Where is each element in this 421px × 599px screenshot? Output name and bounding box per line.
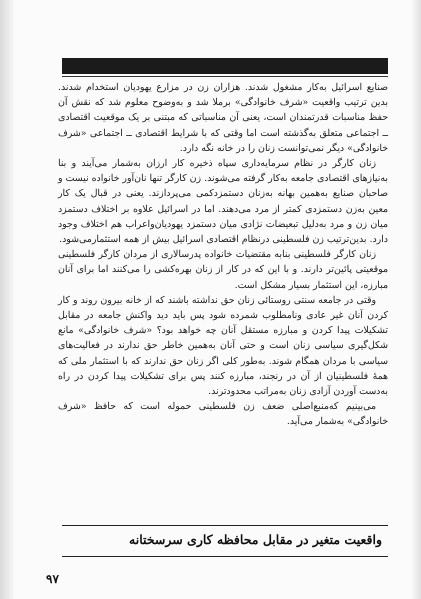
header-rule [62, 76, 388, 77]
section-rule-bottom [62, 556, 388, 557]
page-edge-shadow-left [0, 0, 14, 599]
paragraph: می‌بینیم که‌منبع‌اصلی ضعف زن فلسطینی حموله است که حافظ «شرف خانوادگی» به‌شمار می‌آید. [58, 401, 388, 428]
section-title: واقعیت متغیر در مقابل محافظه کاری سرسختانه [129, 532, 382, 547]
header-bar [62, 58, 388, 74]
section-rule-top [62, 525, 388, 526]
paragraph: زنان کارگر در نظام سرمایه‌داری سپاه ذخیره کار ارزان به‌شمار می‌آیند و بنا به‌نیازهای اقتصادی جامعه به‌کار گرفته می‌شوند. زن کارگر تنها نان‌آور خانواده نیست و صاحبان صنایع به‌همین بهانه به‌زنان دستمزدکمی می‌پردازند. یعنی در قبال یک کار معین به‌زن دستمزدی کمتر از مرد می‌دهند. اما در اسرائیل علاوه بر اختلاف دستمزد میان زن و مرد به‌دلیل تبعیضات نژادی میان دستمزد یهودیان‌واعراب هم اختلاف وجود دارد. بدین‌ترتیب زن فلسطینی درنظام اقتصادی اسرائیل بیش از همه استثمارمی‌شود. [58, 158, 388, 246]
body-text [58, 80, 388, 430]
paragraph: زنان کارگر فلسطینی بنابه مقتضیات خانواده پدرسالاری از مردان کارگر فلسطینی موقعیتی پائین‌تر دارند. و با این که در کار از زنان بهره‌کشی را می‌کنند اما برای آنان مبارزه، این استثمار بسیار مشکل است. [58, 249, 388, 291]
page-edge-shadow-right [411, 0, 421, 599]
paragraph: وقتی در جامعه سنتی روستائی زنان حق نداشته باشند که از خانه بیرون روند و کار کردن آنان غیر عادی ونامطلوب شمرده شود پس باید دید واکنش جامعه در مقابل تشکیلات پیدا کردن و مبارزه مستقل آنان چه خواهد بود؟ «شرف خانوادگی» مانع شکل‌گیری سیاسی زنان است و حتی آنان به‌همین خاطر حق ندارند در فعالیت‌های سیاسی با مردان همگام شوند. به‌طور کلی اگر زنان حق ندارند که با استثمار ملی که همهٔ فلسطینیان از آن در رنجند، مبارزه کنند پس برای تشکیلات پیدا کردن در راه به‌دست آوردن آزادی زنان به‌مراتب محدودترند. [58, 294, 388, 398]
paragraph: صنایع اسرائیل به‌کار مشغول شدند. هزاران زن در مزارع یهودیان استخدام شدند. بدین ترتیب واقعیت «شرف خانوادگی» برملا شد و به‌وضوح معلوم شد که نقش آن حفظ مناسبات قدرتمندان است، یعنی آن مناسباتی که مبتنی بر یک موقعیت اقتصادی ــ اجتماعی متعلق به‌گذشته است اما وقتی که با شرایط اقتصادی ــ اجتماعی «شرف خانوادگی» دیگر نمی‌توانست زنان را در خانه نگه دارد. [58, 82, 388, 154]
page-number: ۹۷ [46, 572, 59, 586]
